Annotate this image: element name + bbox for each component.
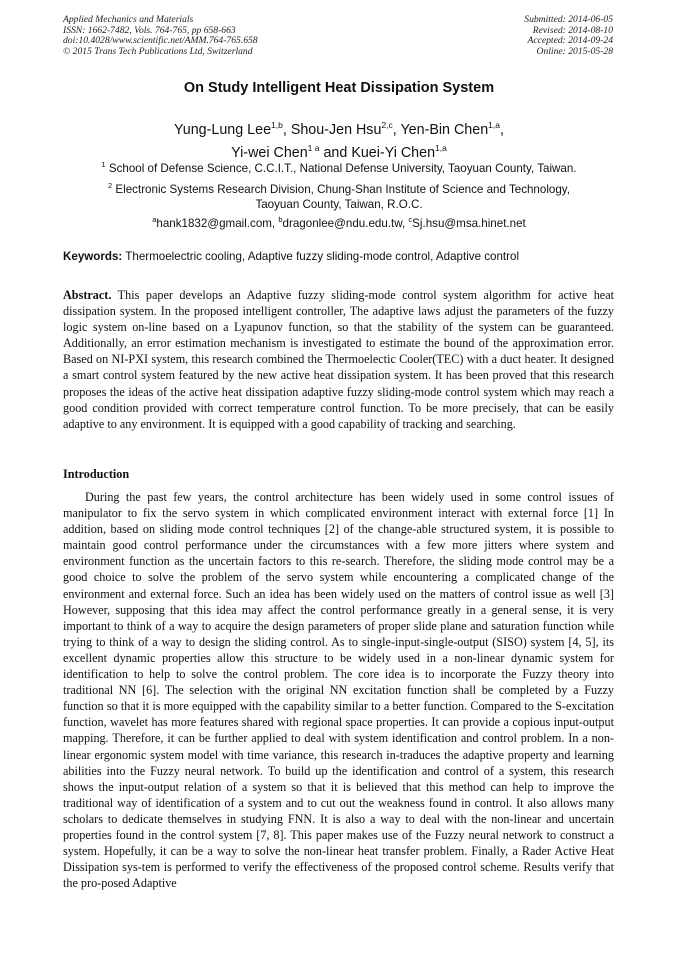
keywords-text: Thermoelectric cooling, Adaptive fuzzy sliding-mode control, Adaptive control bbox=[122, 250, 520, 263]
author-name: Kuei-Yi Chen bbox=[351, 144, 436, 161]
author-affiliation-mark: 1,b bbox=[271, 120, 283, 130]
doi-line: doi:10.4028/www.scientific.net/AMM.764-765.658 bbox=[63, 35, 258, 47]
journal-info bbox=[63, 15, 258, 57]
email-b: dragonlee@ndu.edu.tw, bbox=[282, 216, 409, 230]
author-name: Yen-Bin Chen bbox=[400, 121, 489, 138]
paper-title: On Study Intelligent Heat Dissipation System bbox=[183, 80, 495, 96]
author-name: Yung-Lung Lee bbox=[174, 121, 272, 138]
abstract-text: This paper develops an Adaptive fuzzy sliding-mode control system algorithm for active heat dissipation system. In the proposed intelligent controller, The adaptive laws adjust the parameters of the fuzzy logic system on-line based on a Lyapunov function, so that the stability of the system can be guaranteed. Additionally, an error estimation mechanism is investigated to estimate the bound of the approximation error. Based on NI-PXI system, this research combined the Thermoelectic Cooler(TEC) with a duct heater. It designed a smart control system featured by the new active heat dissipation system. It has been proved that this research proposes the ideas of the active heat dissipation adaptive fuzzy sliding-mode control system which may reach a good condition provided with correct temperature control function. To be more precisely, that can be easily adaptive to any environment. It is equipped with a good capability of tracking and searching. bbox=[63, 288, 614, 431]
affiliation-text: Taoyuan County, Taiwan, R.O.C. bbox=[255, 198, 423, 212]
email-a: hank1832@gmail.com, bbox=[156, 216, 279, 230]
author-affiliation-mark: 1,a bbox=[488, 120, 500, 130]
affiliation-number: 1 bbox=[101, 160, 106, 169]
author-affiliation-mark: 2,c bbox=[381, 120, 393, 130]
abstract bbox=[63, 287, 614, 432]
author-list bbox=[0, 116, 678, 162]
email-c: Sj.hsu@msa.hinet.net bbox=[412, 216, 526, 230]
online-date: Online: 2015-05-28 bbox=[536, 45, 613, 57]
revised-date: Revised: 2014-08-10 bbox=[532, 24, 613, 36]
author-affiliation-mark: 1 a bbox=[307, 142, 320, 153]
affiliation-number: 2 bbox=[108, 181, 113, 190]
author-line-1: Yung-Lung Lee$^{1,b}$, Shou-Jen Hsu$^{2,c}$, Yen-Bin Chen$^{1,a}$, bbox=[174, 120, 504, 138]
abstract-label: Abstract. bbox=[63, 288, 112, 302]
keywords-label: Keywords: bbox=[63, 250, 123, 263]
author-name: Shou-Jen Hsu bbox=[290, 121, 382, 138]
keywords bbox=[63, 250, 613, 263]
affiliation-2 bbox=[0, 178, 678, 213]
accepted-date: Accepted: 2014-09-24 bbox=[527, 35, 613, 47]
section-heading-introduction: Introduction bbox=[63, 467, 130, 481]
author-emails: $^a$hank1832@gmail.com, $^b$dragonlee@ndu.edu.tw, $^c$Sj.hsu@msa.hinet.net bbox=[152, 215, 526, 230]
author-line-2: Yi-wei Chen$^{1 a}$ and Kuei-Yi Chen$^{1,a}$ bbox=[231, 142, 447, 161]
author-name: Yi-wei Chen bbox=[231, 144, 308, 161]
submitted-date: Submitted: 2014-06-05 bbox=[524, 14, 613, 25]
author-affiliation-mark: 1,a bbox=[435, 142, 447, 153]
copyright-line: © 2015 Trans Tech Publications Ltd, Switzerland bbox=[63, 45, 253, 57]
affiliation-1 bbox=[0, 157, 678, 176]
journal-name: Applied Mechanics and Materials bbox=[63, 14, 194, 25]
affiliation-text: School of Defense Science, C.C.I.T., National Defense University, Taoyuan County, Taiwan. bbox=[108, 161, 577, 175]
publication-dates bbox=[524, 15, 613, 57]
introduction-paragraph: During the past few years, the control architecture has been widely used in some control issues of manipulator to fix the servo system in which complicated environment interact with external force [1] In addition, based on sliding mode control techniques [2] of the change-able structured system, it is possible to maintain good control performance under the circumstances with a few more jitters where system and environment function as the uncertain factors to this re-search. Therefore, the sliding mode control may be a good choice to solve the problem of the servo system while encountering a complicated change of the environment and external force. Such an idea has been widely used on the matters of control issue as well [3] However, supposing that this idea may affect the control performance greatly in a general sense, it is very important to think of a way to acquire the design parameters of proper slide plane and saturation function while trying to think of a way to design the sliding control. As to single-input-single-output (SISO) system [4, 5], its excellent dynamic properties allow this structure to be widely used in a non-linear dynamic system for identification to help to solve the control problem. The core idea is to incorporate the Fuzzy theory into traditional NN [6]. The selection with the original NN excitation function shall be completed by a Fuzzy function so that it is more equipped with the capability similar to a better function. Compared to the S-excitation function, wavelet has more features shared with regional space properties. It can provide a copious input-output mapping. Therefore, it can be further applied to deal with system identification and control problem. In a non-linear ergonomic system model with time variance, this research in-traduces the adaptive property and learning abilities into the Fuzzy neural network. To build up the identification and control of a system, this research shows the input-output relation of a system so that it is believed that this method can help to improve the traditional way of identification of a system and to cut out the weakness found in control. It also allows many scholars to dedicate themselves in studying FNN. It is also a way to deal with the non-linear and uncertain properties found in the control system [7, 8]. This paper makes use of the Fuzzy neural network to construct a system. Hopefully, it can be a way to solve the non-linear heat transfer problem. Finally, a Rader Active Heat Dissipation sys-tem is performed to verify the effectiveness of the proposed control scheme. Results verify that the pro-posed Adaptive bbox=[63, 490, 614, 891]
affiliation-text: Electronic Systems Research Division, Chung-Shan Institute of Science and Technology, bbox=[115, 182, 570, 196]
issn-line: ISSN: 1662-7482, Vols. 764-765, pp 658-663 bbox=[63, 24, 236, 36]
